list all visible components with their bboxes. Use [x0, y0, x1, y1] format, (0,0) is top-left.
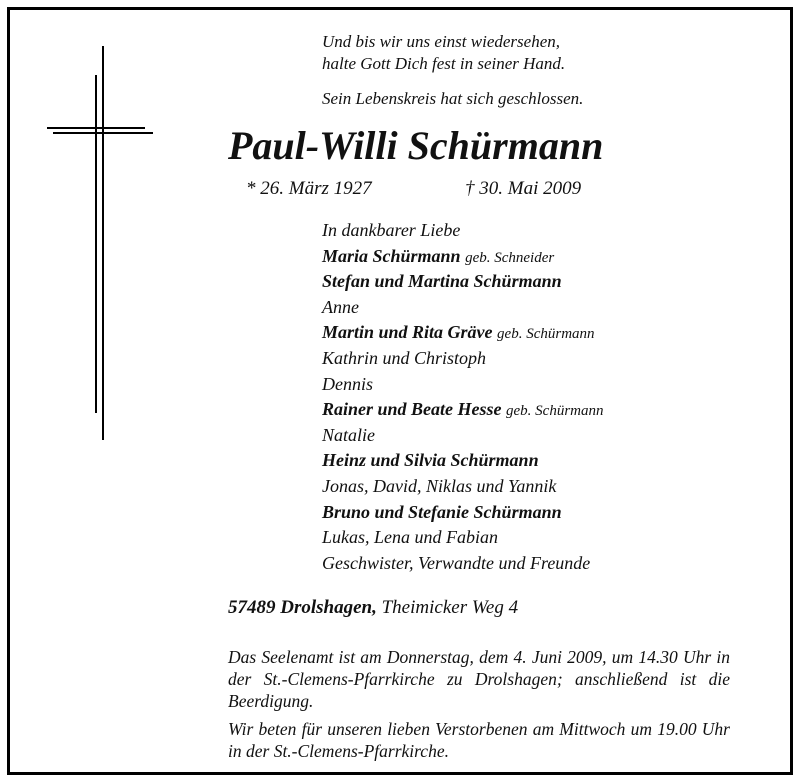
service-paragraph: Das Seelenamt ist am Donnerstag, dem 4. Juni 2009, um 14.30 Uhr in der St.-Clemens-Pfarrkirche zu Drolshagen; anschließend ist die Beerdigung. [228, 647, 730, 711]
intro-line: In dankbarer Liebe [322, 220, 461, 240]
mourner-row [322, 295, 604, 321]
address [228, 597, 518, 619]
mourner-row [322, 346, 604, 372]
address-street: Theimicker Weg 4 [381, 597, 519, 618]
death-date: † 30. Mai 2009 [465, 178, 582, 199]
mourner-name: Rainer und Beate Hesse [322, 399, 502, 420]
mourner-name: Jonas, David, Niklas und Yannik [322, 475, 557, 496]
mourner-name: Martin und Rita Gräve [322, 322, 493, 343]
mourner-name: Kathrin und Christoph [322, 347, 487, 368]
mourner-note: geb. Schürmann [506, 403, 604, 420]
mourner-name: Geschwister, Verwandte und Freunde [322, 552, 591, 573]
mourner-row [322, 372, 604, 398]
mourner-row [322, 551, 604, 577]
mourner-name: Heinz und Silvia Schürmann [322, 450, 539, 471]
mourner-note: geb. Schneider [465, 249, 555, 266]
mourner-row [322, 500, 604, 526]
mourner-row [322, 448, 604, 474]
mourner-row [322, 423, 604, 449]
birth-date: * 26. März 1927 [246, 178, 372, 199]
address-city: 57489 Drolshagen, [228, 597, 377, 618]
mourners-list [322, 218, 604, 576]
prayer-paragraph: Wir beten für unseren lieben Verstorbenen am Mittwoch um 19.00 Uhr in der St.-Clemens-Pfarrkirche. [228, 719, 730, 761]
mourner-name: Natalie [322, 424, 375, 445]
circle-line: Sein Lebenskreis hat sich geschlossen. [322, 89, 584, 108]
mourner-name: Lukas, Lena und Fabian [322, 527, 499, 548]
mourner-name: Dennis [322, 373, 373, 394]
mourner-row [322, 525, 604, 551]
mourner-name: Stefan und Martina Schürmann [322, 271, 562, 292]
deceased-name: Paul-Willi Schürmann [228, 123, 604, 168]
mourner-name: Maria Schürmann [322, 245, 461, 266]
mourner-row [322, 397, 604, 423]
mourner-row [322, 244, 604, 270]
mourner-name: Anne [322, 296, 359, 317]
motto-line-1: Und bis wir uns einst wiedersehen, [322, 32, 560, 51]
mourner-row [322, 320, 604, 346]
mourner-name: Bruno und Stefanie Schürmann [322, 501, 562, 522]
motto-line-2: halte Gott Dich fest in seiner Hand. [322, 54, 566, 73]
motto [322, 31, 565, 75]
mourner-row [322, 474, 604, 500]
mourner-row [322, 269, 604, 295]
mourner-note: geb. Schürmann [497, 326, 595, 343]
